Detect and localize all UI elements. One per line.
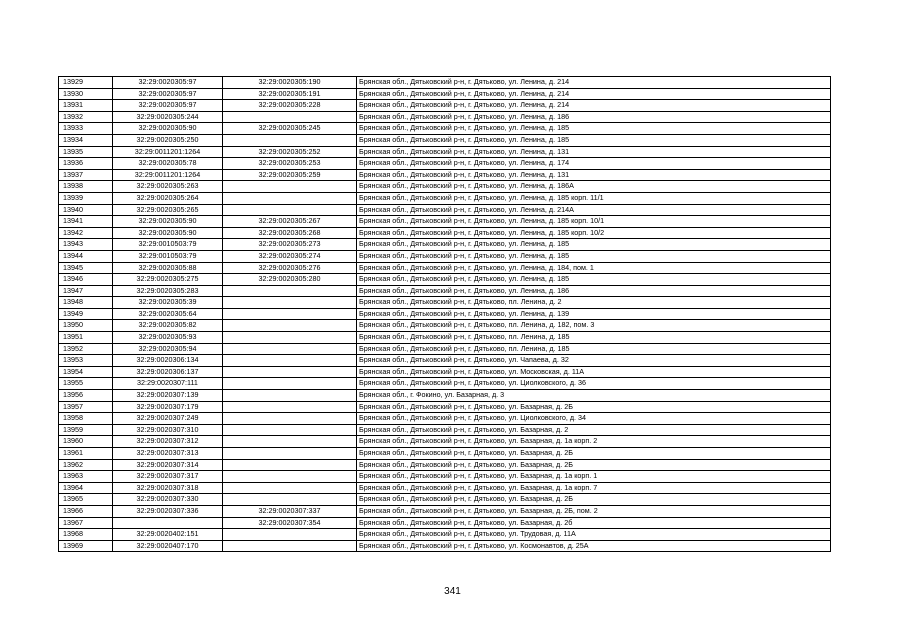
table-row <box>59 308 831 320</box>
land-cadastral-number-cell: 32:29:0020307:139 <box>113 390 223 402</box>
address-cell: Брянская обл., Дятьковский р-н, г. Дятьково, ул. Ленина, д. 185 <box>357 134 831 146</box>
row-number-cell: 13962 <box>59 459 113 471</box>
building-cadastral-number-cell <box>223 529 357 541</box>
row-number-cell: 13935 <box>59 146 113 158</box>
table-row <box>59 529 831 541</box>
table-row <box>59 285 831 297</box>
building-cadastral-number-cell <box>223 355 357 367</box>
address-cell: Брянская обл., Дятьковский р-н, г. Дятьково, ул. Ленина, д. 185 корп. 10/2 <box>357 227 831 239</box>
row-number-cell: 13944 <box>59 250 113 262</box>
row-number-cell: 13956 <box>59 390 113 402</box>
table-row <box>59 448 831 460</box>
building-cadastral-number-cell <box>223 320 357 332</box>
land-cadastral-number-cell: 32:29:0020307:313 <box>113 448 223 460</box>
building-cadastral-number-cell: 32:29:0020305:259 <box>223 169 357 181</box>
land-cadastral-number-cell: 32:29:0020306:134 <box>113 355 223 367</box>
table-row <box>59 517 831 529</box>
address-cell: Брянская обл., Дятьковский р-н, г. Дятьково, ул. Ленина, д. 214 <box>357 77 831 89</box>
row-number-cell: 13941 <box>59 216 113 228</box>
row-number-cell: 13947 <box>59 285 113 297</box>
registry-table <box>58 76 831 552</box>
address-cell: Брянская обл., Дятьковский р-н, г. Дятьково, ул. Ленина, д. 185 <box>357 274 831 286</box>
row-number-cell: 13938 <box>59 181 113 193</box>
table-row <box>59 366 831 378</box>
row-number-cell: 13936 <box>59 158 113 170</box>
table-row <box>59 505 831 517</box>
building-cadastral-number-cell: 32:29:0020305:190 <box>223 77 357 89</box>
table-row <box>59 459 831 471</box>
table-row <box>59 250 831 262</box>
building-cadastral-number-cell: 32:29:0020305:267 <box>223 216 357 228</box>
row-number-cell: 13939 <box>59 192 113 204</box>
address-cell: Брянская обл., Дятьковский р-н, г. Дятьково, ул. Ленина, д. 185 корп. 11/1 <box>357 192 831 204</box>
address-cell: Брянская обл., Дятьковский р-н, г. Дятьково, ул. Циолковского, д. 36 <box>357 378 831 390</box>
address-cell: Брянская обл., Дятьковский р-н, г. Дятьково, ул. Ленина, д. 185 корп. 10/1 <box>357 216 831 228</box>
building-cadastral-number-cell <box>223 134 357 146</box>
table-row <box>59 297 831 309</box>
land-cadastral-number-cell: 32:29:0020307:330 <box>113 494 223 506</box>
land-cadastral-number-cell: 32:29:0020305:90 <box>113 216 223 228</box>
address-cell: Брянская обл., Дятьковский р-н, г. Дятьково, ул. Базарная, д. 2Б, пом. 2 <box>357 505 831 517</box>
row-number-cell: 13940 <box>59 204 113 216</box>
row-number-cell: 13937 <box>59 169 113 181</box>
address-cell: Брянская обл., Дятьковский р-н, г. Дятьково, ул. Чапаева, д. 32 <box>357 355 831 367</box>
table-row <box>59 181 831 193</box>
land-cadastral-number-cell <box>113 517 223 529</box>
land-cadastral-number-cell: 32:29:0010503:79 <box>113 239 223 251</box>
row-number-cell: 13933 <box>59 123 113 135</box>
address-cell: Брянская обл., Дятьковский р-н, г. Дятьково, ул. Базарная, д. 1а корп. 7 <box>357 482 831 494</box>
building-cadastral-number-cell: 32:29:0020305:253 <box>223 158 357 170</box>
address-cell: Брянская обл., Дятьковский р-н, г. Дятьково, ул. Базарная, д. 2Б <box>357 459 831 471</box>
row-number-cell: 13943 <box>59 239 113 251</box>
building-cadastral-number-cell <box>223 204 357 216</box>
address-cell: Брянская обл., Дятьковский р-н, г. Дятьково, ул. Базарная, д. 2Б <box>357 401 831 413</box>
building-cadastral-number-cell <box>223 308 357 320</box>
building-cadastral-number-cell: 32:29:0020305:280 <box>223 274 357 286</box>
row-number-cell: 13953 <box>59 355 113 367</box>
address-cell: Брянская обл., Дятьковский р-н, г. Дятьково, ул. Трудовая, д. 11А <box>357 529 831 541</box>
building-cadastral-number-cell: 32:29:0020305:276 <box>223 262 357 274</box>
row-number-cell: 13961 <box>59 448 113 460</box>
building-cadastral-number-cell <box>223 482 357 494</box>
building-cadastral-number-cell <box>223 343 357 355</box>
land-cadastral-number-cell: 32:29:0020305:90 <box>113 227 223 239</box>
table-row <box>59 192 831 204</box>
address-cell: Брянская обл., Дятьковский р-н, г. Дятьково, ул. Циолковского, д. 34 <box>357 413 831 425</box>
table-row <box>59 424 831 436</box>
building-cadastral-number-cell <box>223 401 357 413</box>
building-cadastral-number-cell <box>223 424 357 436</box>
land-cadastral-number-cell: 32:29:0020402:151 <box>113 529 223 541</box>
row-number-cell: 13949 <box>59 308 113 320</box>
table-row <box>59 100 831 112</box>
address-cell: Брянская обл., Дятьковский р-н, г. Дятьково, ул. Московская, д. 11А <box>357 366 831 378</box>
building-cadastral-number-cell <box>223 494 357 506</box>
table-row <box>59 216 831 228</box>
row-number-cell: 13930 <box>59 88 113 100</box>
address-cell: Брянская обл., Дятьковский р-н, г. Дятьково, ул. Ленина, д. 186 <box>357 285 831 297</box>
building-cadastral-number-cell: 32:29:0020305:273 <box>223 239 357 251</box>
table-row <box>59 111 831 123</box>
row-number-cell: 13969 <box>59 540 113 552</box>
address-cell: Брянская обл., Дятьковский р-н, г. Дятьково, ул. Ленина, д. 214А <box>357 204 831 216</box>
table-row <box>59 77 831 89</box>
table-row <box>59 482 831 494</box>
address-cell: Брянская обл., Дятьковский р-н, г. Дятьково, ул. Базарная, д. 2Б <box>357 494 831 506</box>
row-number-cell: 13946 <box>59 274 113 286</box>
land-cadastral-number-cell: 32:29:0020307:317 <box>113 471 223 483</box>
row-number-cell: 13963 <box>59 471 113 483</box>
table-row <box>59 332 831 344</box>
building-cadastral-number-cell: 32:29:0020305:274 <box>223 250 357 262</box>
table-row <box>59 88 831 100</box>
address-cell: Брянская обл., Дятьковский р-н, г. Дятьково, ул. Ленина, д. 185 <box>357 123 831 135</box>
table-row <box>59 239 831 251</box>
row-number-cell: 13957 <box>59 401 113 413</box>
table-row <box>59 355 831 367</box>
building-cadastral-number-cell <box>223 540 357 552</box>
land-cadastral-number-cell: 32:29:0020306:137 <box>113 366 223 378</box>
row-number-cell: 13960 <box>59 436 113 448</box>
address-cell: Брянская обл., Дятьковский р-н, г. Дятьково, ул. Ленина, д. 184, пом. 1 <box>357 262 831 274</box>
page-number: 341 <box>444 586 461 597</box>
table-row <box>59 494 831 506</box>
land-cadastral-number-cell: 32:29:0020305:264 <box>113 192 223 204</box>
address-cell: Брянская обл., Дятьковский р-н, г. Дятьково, ул. Базарная, д. 1а корп. 2 <box>357 436 831 448</box>
table-row <box>59 401 831 413</box>
building-cadastral-number-cell <box>223 111 357 123</box>
table-row <box>59 320 831 332</box>
row-number-cell: 13959 <box>59 424 113 436</box>
land-cadastral-number-cell: 32:29:0011201:1264 <box>113 169 223 181</box>
land-cadastral-number-cell: 32:29:0020307:310 <box>113 424 223 436</box>
building-cadastral-number-cell <box>223 471 357 483</box>
row-number-cell: 13929 <box>59 77 113 89</box>
address-cell: Брянская обл., Дятьковский р-н, г. Дятьково, ул. Базарная, д. 2б <box>357 517 831 529</box>
building-cadastral-number-cell <box>223 436 357 448</box>
building-cadastral-number-cell: 32:29:0020305:191 <box>223 88 357 100</box>
address-cell: Брянская обл., Дятьковский р-н, г. Дятьково, ул. Базарная, д. 1а корп. 1 <box>357 471 831 483</box>
building-cadastral-number-cell <box>223 366 357 378</box>
table-row <box>59 540 831 552</box>
address-cell: Брянская обл., Дятьковский р-н, г. Дятьково, ул. Ленина, д. 186А <box>357 181 831 193</box>
table-row <box>59 471 831 483</box>
row-number-cell: 13932 <box>59 111 113 123</box>
address-cell: Брянская обл., г. Фокино, ул. Базарная, д. 3 <box>357 390 831 402</box>
table-row <box>59 378 831 390</box>
table-row <box>59 274 831 286</box>
land-cadastral-number-cell: 32:29:0020305:275 <box>113 274 223 286</box>
building-cadastral-number-cell <box>223 378 357 390</box>
land-cadastral-number-cell: 32:29:0020305:263 <box>113 181 223 193</box>
land-cadastral-number-cell: 32:29:0010503:79 <box>113 250 223 262</box>
table-row <box>59 436 831 448</box>
row-number-cell: 13965 <box>59 494 113 506</box>
row-number-cell: 13954 <box>59 366 113 378</box>
table-row <box>59 158 831 170</box>
building-cadastral-number-cell: 32:29:0020305:268 <box>223 227 357 239</box>
building-cadastral-number-cell: 32:29:0020305:228 <box>223 100 357 112</box>
row-number-cell: 13950 <box>59 320 113 332</box>
address-cell: Брянская обл., Дятьковский р-н, г. Дятьково, пл. Ленина, д. 2 <box>357 297 831 309</box>
table-row <box>59 227 831 239</box>
building-cadastral-number-cell <box>223 285 357 297</box>
land-cadastral-number-cell: 32:29:0020305:82 <box>113 320 223 332</box>
building-cadastral-number-cell <box>223 448 357 460</box>
row-number-cell: 13964 <box>59 482 113 494</box>
address-cell: Брянская обл., Дятьковский р-н, г. Дятьково, ул. Ленина, д. 186 <box>357 111 831 123</box>
land-cadastral-number-cell: 32:29:0020307:336 <box>113 505 223 517</box>
building-cadastral-number-cell: 32:29:0020305:245 <box>223 123 357 135</box>
land-cadastral-number-cell: 32:29:0020305:78 <box>113 158 223 170</box>
land-cadastral-number-cell: 32:29:0020305:250 <box>113 134 223 146</box>
row-number-cell: 13942 <box>59 227 113 239</box>
building-cadastral-number-cell <box>223 332 357 344</box>
row-number-cell: 13967 <box>59 517 113 529</box>
land-cadastral-number-cell: 32:29:0020307:314 <box>113 459 223 471</box>
building-cadastral-number-cell <box>223 297 357 309</box>
address-cell: Брянская обл., Дятьковский р-н, г. Дятьково, ул. Ленина, д. 131 <box>357 169 831 181</box>
table-row <box>59 262 831 274</box>
address-cell: Брянская обл., Дятьковский р-н, г. Дятьково, ул. Космонавтов, д. 25А <box>357 540 831 552</box>
building-cadastral-number-cell <box>223 390 357 402</box>
land-cadastral-number-cell: 32:29:0020305:39 <box>113 297 223 309</box>
land-cadastral-number-cell: 32:29:0020305:97 <box>113 77 223 89</box>
address-cell: Брянская обл., Дятьковский р-н, г. Дятьково, пл. Ленина, д. 185 <box>357 332 831 344</box>
row-number-cell: 13948 <box>59 297 113 309</box>
land-cadastral-number-cell: 32:29:0020307:179 <box>113 401 223 413</box>
land-cadastral-number-cell: 32:29:0020307:249 <box>113 413 223 425</box>
address-cell: Брянская обл., Дятьковский р-н, г. Дятьково, ул. Базарная, д. 2Б <box>357 448 831 460</box>
table-row <box>59 123 831 135</box>
address-cell: Брянская обл., Дятьковский р-н, г. Дятьково, ул. Ленина, д. 185 <box>357 239 831 251</box>
row-number-cell: 13952 <box>59 343 113 355</box>
land-cadastral-number-cell: 32:29:0020305:94 <box>113 343 223 355</box>
table-row <box>59 134 831 146</box>
row-number-cell: 13955 <box>59 378 113 390</box>
land-cadastral-number-cell: 32:29:0020305:93 <box>113 332 223 344</box>
table-row <box>59 390 831 402</box>
land-cadastral-number-cell: 32:29:0020305:90 <box>113 123 223 135</box>
land-cadastral-number-cell: 32:29:0020305:265 <box>113 204 223 216</box>
table-row <box>59 413 831 425</box>
land-cadastral-number-cell: 32:29:0020305:97 <box>113 100 223 112</box>
land-cadastral-number-cell: 32:29:0020307:111 <box>113 378 223 390</box>
row-number-cell: 13931 <box>59 100 113 112</box>
land-cadastral-number-cell: 32:29:0020305:64 <box>113 308 223 320</box>
row-number-cell: 13934 <box>59 134 113 146</box>
address-cell: Брянская обл., Дятьковский р-н, г. Дятьково, ул. Ленина, д. 139 <box>357 308 831 320</box>
row-number-cell: 13966 <box>59 505 113 517</box>
land-cadastral-number-cell: 32:29:0020305:97 <box>113 88 223 100</box>
land-cadastral-number-cell: 32:29:0020407:170 <box>113 540 223 552</box>
address-cell: Брянская обл., Дятьковский р-н, г. Дятьково, ул. Ленина, д. 185 <box>357 250 831 262</box>
row-number-cell: 13968 <box>59 529 113 541</box>
land-cadastral-number-cell: 32:29:0020305:244 <box>113 111 223 123</box>
building-cadastral-number-cell: 32:29:0020305:252 <box>223 146 357 158</box>
row-number-cell: 13945 <box>59 262 113 274</box>
address-cell: Брянская обл., Дятьковский р-н, г. Дятьково, ул. Ленина, д. 214 <box>357 88 831 100</box>
land-cadastral-number-cell: 32:29:0020307:318 <box>113 482 223 494</box>
address-cell: Брянская обл., Дятьковский р-н, г. Дятьково, ул. Ленина, д. 214 <box>357 100 831 112</box>
address-cell: Брянская обл., Дятьковский р-н, г. Дятьково, ул. Базарная, д. 2 <box>357 424 831 436</box>
land-cadastral-number-cell: 32:29:0020305:283 <box>113 285 223 297</box>
row-number-cell: 13958 <box>59 413 113 425</box>
building-cadastral-number-cell <box>223 413 357 425</box>
building-cadastral-number-cell: 32:29:0020307:337 <box>223 505 357 517</box>
land-cadastral-number-cell: 32:29:0020307:312 <box>113 436 223 448</box>
table-row <box>59 169 831 181</box>
address-cell: Брянская обл., Дятьковский р-н, г. Дятьково, пл. Ленина, д. 182, пом. 3 <box>357 320 831 332</box>
building-cadastral-number-cell: 32:29:0020307:354 <box>223 517 357 529</box>
address-cell: Брянская обл., Дятьковский р-н, г. Дятьково, ул. Ленина, д. 131 <box>357 146 831 158</box>
building-cadastral-number-cell <box>223 459 357 471</box>
table-row <box>59 146 831 158</box>
address-cell: Брянская обл., Дятьковский р-н, г. Дятьково, пл. Ленина, д. 185 <box>357 343 831 355</box>
building-cadastral-number-cell <box>223 192 357 204</box>
registry-table-body <box>59 77 831 552</box>
table-row <box>59 343 831 355</box>
land-cadastral-number-cell: 32:29:0020305:88 <box>113 262 223 274</box>
land-cadastral-number-cell: 32:29:0011201:1264 <box>113 146 223 158</box>
row-number-cell: 13951 <box>59 332 113 344</box>
address-cell: Брянская обл., Дятьковский р-н, г. Дятьково, ул. Ленина, д. 174 <box>357 158 831 170</box>
table-row <box>59 204 831 216</box>
building-cadastral-number-cell <box>223 181 357 193</box>
